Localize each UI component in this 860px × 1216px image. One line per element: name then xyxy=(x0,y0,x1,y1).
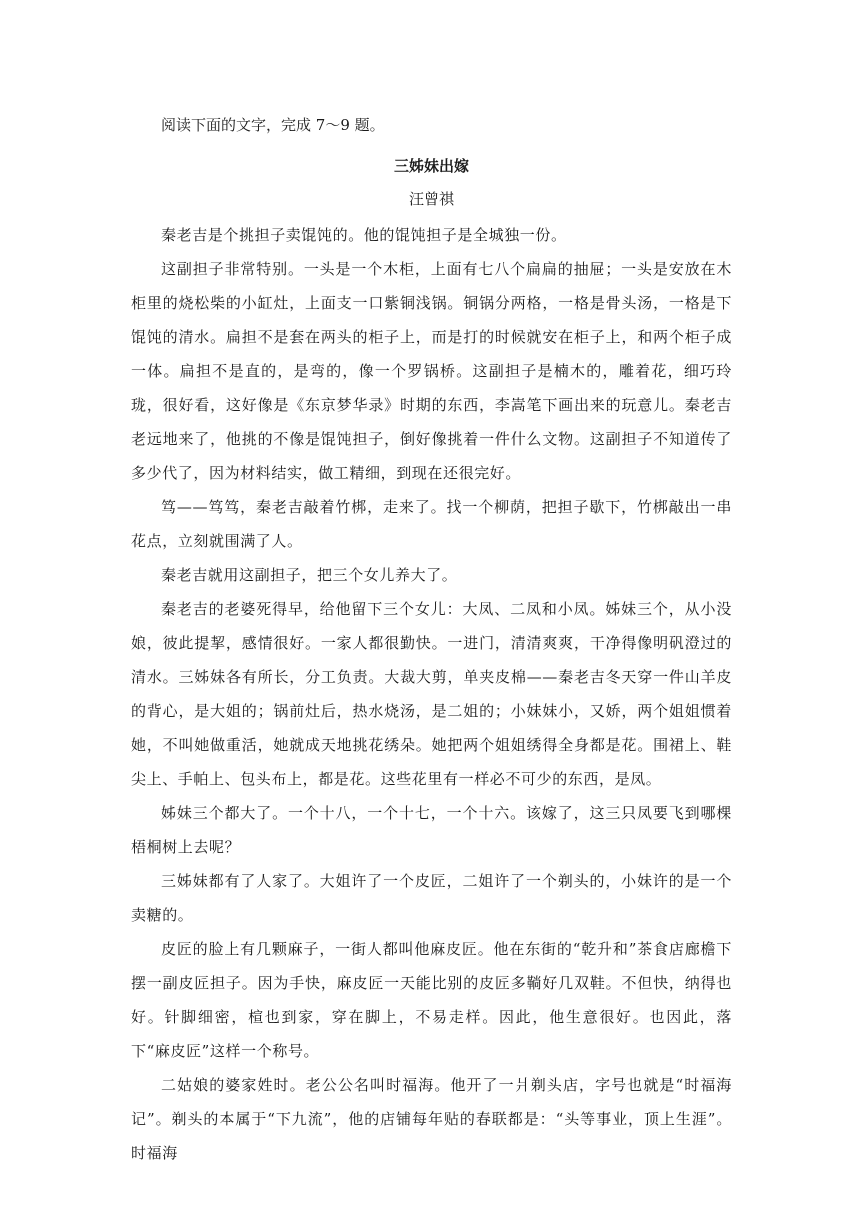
paragraph: 二姑娘的婆家姓时。老公公名叫时福海。他开了一爿剃头店，字号也就是“时福海记”。剃头的本属于“下九流”，他的店铺每年贴的春联都是：“头等事业，顶上生涯”。时福海 xyxy=(131,1076,732,1162)
paragraph: 笃——笃笃，秦老吉敲着竹梆，走来了。找一个柳荫，把担子歇下，竹梆敲出一串花点，立刻就围满了人。 xyxy=(131,498,732,550)
paragraph: 秦老吉是个挑担子卖馄饨的。他的馄饨担子是全城独一份。 xyxy=(161,226,567,244)
paragraph: 这副担子非常特别。一头是一个木柜，上面有七八个扁扁的抽屉；一头是安放在木柜里的烧松柴的小缸灶，上面支一口紫铜浅锅。铜锅分两格，一格是骨头汤，一格是下馄饨的清水。扁担不是套在两头的柜子上，而是打的时候就安在柜子上，和两个柜子成一体。扁担不是直的，是弯的，像一个罗锅桥。这副担子是楠木的，雕着花，细巧玲珑，很好看，这好像是《东京梦华录》时期的东西，李嵩笔下画出来的玩意儿。秦老吉老远地来了，他挑的不像是馄饨担子，倒好像挑着一件什么文物。这副担子不知道传了多少代了，因为材料结实，做工精细，到现在还很完好。 xyxy=(131,260,732,482)
article-author: 汪曾祺 xyxy=(408,190,454,208)
paragraph: 三姊妹都有了人家了。大姐许了一个皮匠，二姐许了一个剃头的，小妹许的是一个卖糖的。 xyxy=(131,872,732,924)
paragraph: 秦老吉的老婆死得早，给他留下三个女儿：大凤、二凤和小凤。姊妹三个，从小没娘，彼此提挈，感情很好。一家人都很勤快。一进门，清清爽爽，干净得像明矾澄过的清水。三姊妹各有所长，分工负责。大裁大剪，单夹皮棉——秦老吉冬天穿一件山羊皮的背心，是大姐的；锅前灶后，热水烧汤，是二姐的；小妹妹小，又娇，两个姐姐惯着她，不叫她做重活，她就成天地挑花绣朵。她把两个姐姐绣得全身都是花。围裙上、鞋尖上、手帕上、包头布上，都是花。这些花里有一样必不可少的东西，是凤。 xyxy=(131,600,732,788)
reading-instruction: 阅读下面的文字，完成 7～9 题。 xyxy=(161,116,385,134)
paragraph: 姊妹三个都大了。一个十八，一个十七，一个十六。该嫁了，这三只凤要飞到哪棵梧桐树上去呢？ xyxy=(131,804,732,856)
article-title: 三姊妹出嫁 xyxy=(393,157,469,175)
paragraph: 秦老吉就用这副担子，把三个女儿养大了。 xyxy=(161,566,458,584)
paragraph: 皮匠的脸上有几颗麻子，一街人都叫他麻皮匠。他在东街的“乾升和”茶食店廊檐下摆一副皮匠担子。因为手快，麻皮匠一天能比别的皮匠多鞝好几双鞋。不但快，纳得也好。针脚细密，楦也到家，穿在脚上，不易走样。因此，他生意很好。也因此，落下“麻皮匠”这样一个称号。 xyxy=(131,940,732,1060)
